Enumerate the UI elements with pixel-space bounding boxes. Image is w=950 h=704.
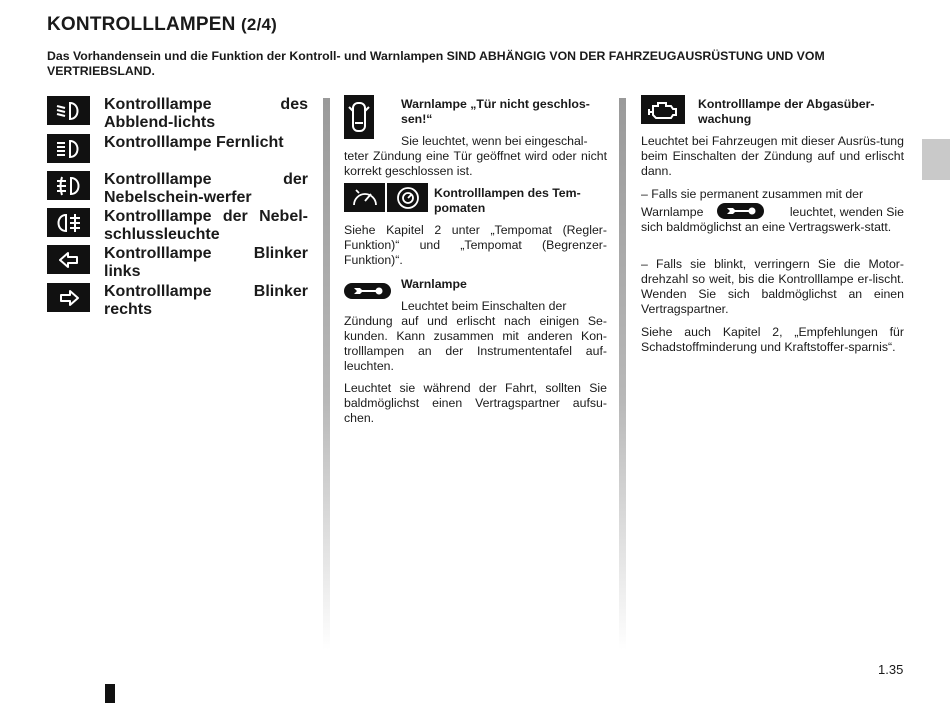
chapter-tab [922, 139, 950, 180]
rear-fog-light-icon [47, 208, 90, 237]
main-beam-icon [47, 134, 90, 163]
page-title-part: (2/4) [241, 15, 278, 34]
page-title-text: KONTROLLLAMPEN [47, 14, 236, 35]
door-warning-title: Warnlampe „Tür nicht geschlos-sen!“ [401, 97, 590, 126]
cruise-control-title: Kontrolllampen des Tem-pomaten [434, 186, 581, 215]
wrench-inline-icon [717, 203, 764, 219]
speedometer-icon [344, 183, 385, 212]
page-marker [105, 684, 115, 703]
column-divider [619, 98, 626, 650]
emission-text-1: Leuchtet bei Fahrzeugen mit dieser Ausrüs-tung beim Einschalten der Zündung auf und erlischt dann. [641, 134, 904, 178]
warning-lamp-text-first: Leuchtet beim Einschalten der [401, 299, 567, 313]
speed-limiter-icon [387, 183, 428, 212]
lamp-label: Kontrolllampe Blinker rechts [104, 283, 308, 318]
indicator-left-icon [47, 245, 90, 274]
lamp-dipped-beam [47, 96, 308, 132]
lamp-label: Kontrolllampe des Abblend-lichts [104, 96, 308, 131]
lamp-label: Kontrolllampe Blinker links [104, 245, 308, 280]
lamp-label: Kontrolllampe der Nebelschein-werfer [104, 171, 308, 206]
lamp-label: Kontrolllampe Fernlicht [104, 134, 284, 151]
wrench-warning-icon [344, 283, 391, 299]
warning-lamp-text: Zündung auf und erlischt nach einigen Se-kunden. Kann zusammen mit anderen Kon-trolllampen an der Instrumententafel auf-leuchten. [344, 314, 607, 373]
emission-control-title: Kontrolllampe der Abgasüber-wachung [698, 97, 875, 126]
door-warning-text: teter Zündung eine Tür geöffnet wird oder nicht korrekt geschlossen ist. [344, 149, 607, 178]
cruise-control-icon [344, 183, 428, 212]
emission-text-2c: sich baldmöglichst an eine Vertragswerk-statt. [641, 220, 892, 234]
emission-leuchtet: leuchtet, wenden Sie [789, 205, 904, 219]
lamp-main-beam [47, 134, 308, 163]
page-number: 1.35 [878, 662, 904, 677]
emission-text-4: Siehe auch Kapitel 2, „Empfehlungen für Schadstoffminderung und Kraftstoffer-sparnis“. [641, 325, 904, 354]
lamp-indicator-right [47, 283, 308, 319]
lamp-indicator-left [47, 245, 308, 281]
warning-lamp-text-2: Leuchtet sie während der Fahrt, sollten Sie baldmöglichst einen Vertragspartner aufsu-chen. [344, 381, 607, 425]
page-title [47, 14, 277, 36]
door-warning-icon [344, 95, 374, 139]
engine-management-icon [641, 95, 685, 124]
indicator-right-icon [47, 283, 90, 312]
cruise-control-text: Siehe Kapitel 2 unter „Tempomat (Regler-Funktion)“ und „Tempomat (Begrenzer-Funktion)“. [344, 223, 607, 267]
emission-text-2c-first [770, 205, 904, 220]
warning-lamp-title: Warnlampe [401, 277, 467, 291]
column-divider [323, 98, 330, 650]
lamp-front-fog [47, 171, 308, 207]
lamp-rear-fog [47, 208, 308, 244]
front-fog-light-icon [47, 171, 90, 200]
door-warning-text-first: Sie leuchtet, wenn bei eingeschal- [401, 134, 588, 148]
dipped-beam-icon [47, 96, 90, 125]
emission-text-2b: Warnlampe [641, 205, 704, 219]
lamp-label: Kontrolllampe der Nebel-schlussleuchte [104, 208, 308, 243]
emission-text-2a: – Falls sie permanent zusammen mit der [641, 187, 864, 201]
emission-text-3: – Falls sie blinkt, verringern Sie die Motor-drehzahl so weit, bis die Kontrolllampe er-lischt. Wenden Sie sich baldmöglichst an einen Vertragspartner. [641, 257, 904, 316]
intro-text: Das Vorhandensein und die Funktion der Kontroll- und Warnlampen SIND ABHÄNGIG VON DER FAHRZEUGAUSRÜSTUNG UND VOM VERTRIEBSLAND. [47, 49, 825, 78]
